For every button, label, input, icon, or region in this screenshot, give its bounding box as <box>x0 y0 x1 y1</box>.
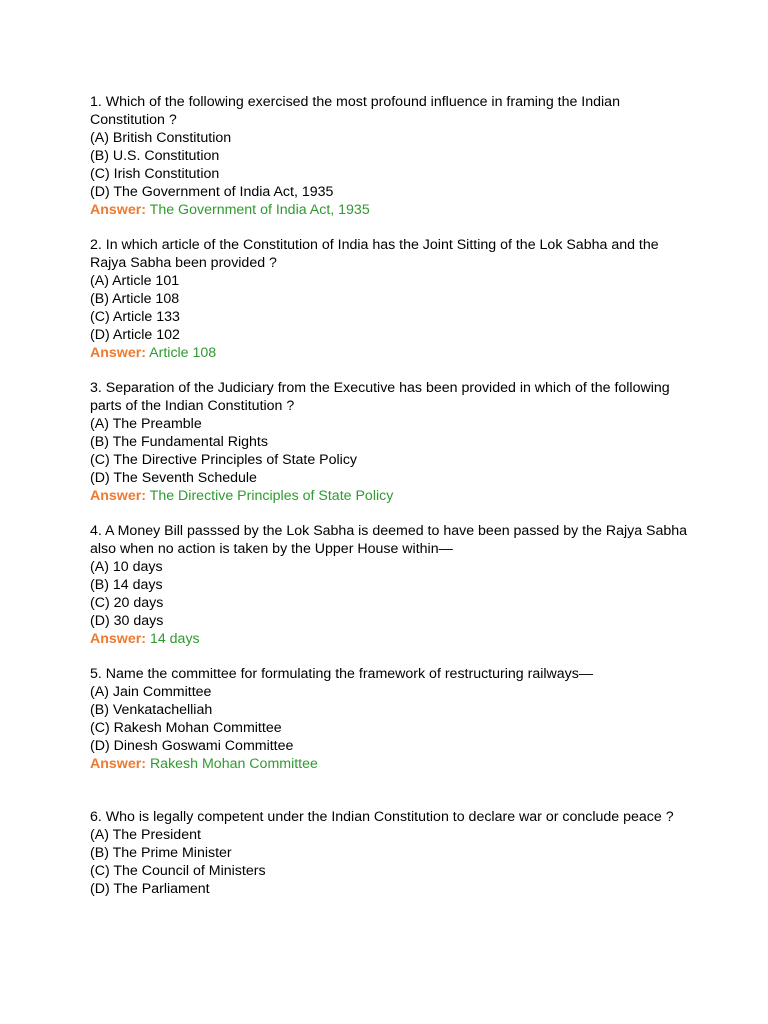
option-c: (C) Irish Constitution <box>90 166 220 182</box>
question-text: 1. Which of the following exercised the most profound influence in framing the Indian Constitution ? <box>90 94 620 128</box>
option-b: (B) The Fundamental Rights <box>90 434 268 450</box>
option-a: (A) Article 101 <box>90 273 180 289</box>
question-text: 5. Name the committee for formulating the framework of restructuring railways— <box>90 666 594 682</box>
option-b: (B) U.S. Constitution <box>90 148 220 164</box>
option-b: (B) Article 108 <box>90 291 180 307</box>
option-a: (A) 10 days <box>90 559 163 575</box>
option-c: (C) Article 133 <box>90 309 180 325</box>
answer-label: Answer: <box>90 345 146 361</box>
option-d: (D) Dinesh Goswami Committee <box>90 738 294 754</box>
question-4 <box>90 522 690 648</box>
question-1 <box>90 93 690 219</box>
option-d: (D) Article 102 <box>90 327 180 343</box>
option-b: (B) 14 days <box>90 577 163 593</box>
option-c: (C) The Directive Principles of State Policy <box>90 452 358 468</box>
document-page <box>90 93 690 915</box>
question-6 <box>90 808 690 898</box>
option-a: (A) British Constitution <box>90 130 232 146</box>
answer-value: Article 108 <box>149 345 217 361</box>
option-c: (C) 20 days <box>90 595 164 611</box>
question-5 <box>90 665 690 773</box>
question-text: 4. A Money Bill passsed by the Lok Sabha is deemed to have been passed by the Rajya Sabha also when no action is taken by the Upper House within— <box>90 523 688 557</box>
answer-line <box>90 487 690 505</box>
answer-value: Rakesh Mohan Committee <box>149 756 318 772</box>
option-b: (B) The Prime Minister <box>90 845 232 861</box>
question-text: 3. Separation of the Judiciary from the Executive has been provided in which of the following parts of the Indian Constitution ? <box>90 380 670 414</box>
option-d: (D) The Government of India Act, 1935 <box>90 184 334 200</box>
question-2 <box>90 236 690 362</box>
answer-line <box>90 344 690 362</box>
option-a: (A) Jain Committee <box>90 684 212 700</box>
option-d: (D) 30 days <box>90 613 164 629</box>
answer-label: Answer: <box>90 202 146 218</box>
answer-value: The Directive Principles of State Policy <box>149 488 394 504</box>
answer-line <box>90 630 690 648</box>
option-a: (A) The Preamble <box>90 416 202 432</box>
answer-value: 14 days <box>149 631 200 647</box>
option-c: (C) Rakesh Mohan Committee <box>90 720 282 736</box>
option-a: (A) The President <box>90 827 201 843</box>
answer-label: Answer: <box>90 756 146 772</box>
option-d: (D) The Parliament <box>90 881 210 897</box>
answer-line <box>90 755 690 773</box>
answer-label: Answer: <box>90 631 146 647</box>
option-c: (C) The Council of Ministers <box>90 863 266 879</box>
option-d: (D) The Seventh Schedule <box>90 470 257 486</box>
question-3 <box>90 379 690 505</box>
option-b: (B) Venkatachelliah <box>90 702 213 718</box>
answer-label: Answer: <box>90 488 146 504</box>
answer-line <box>90 201 690 219</box>
question-text: 2. In which article of the Constitution of India has the Joint Sitting of the Lok Sabha and the Rajya Sabha been provided ? <box>90 237 659 271</box>
question-text: 6. Who is legally competent under the Indian Constitution to declare war or conclude peace ? <box>90 809 674 825</box>
answer-value: The Government of India Act, 1935 <box>149 202 370 218</box>
